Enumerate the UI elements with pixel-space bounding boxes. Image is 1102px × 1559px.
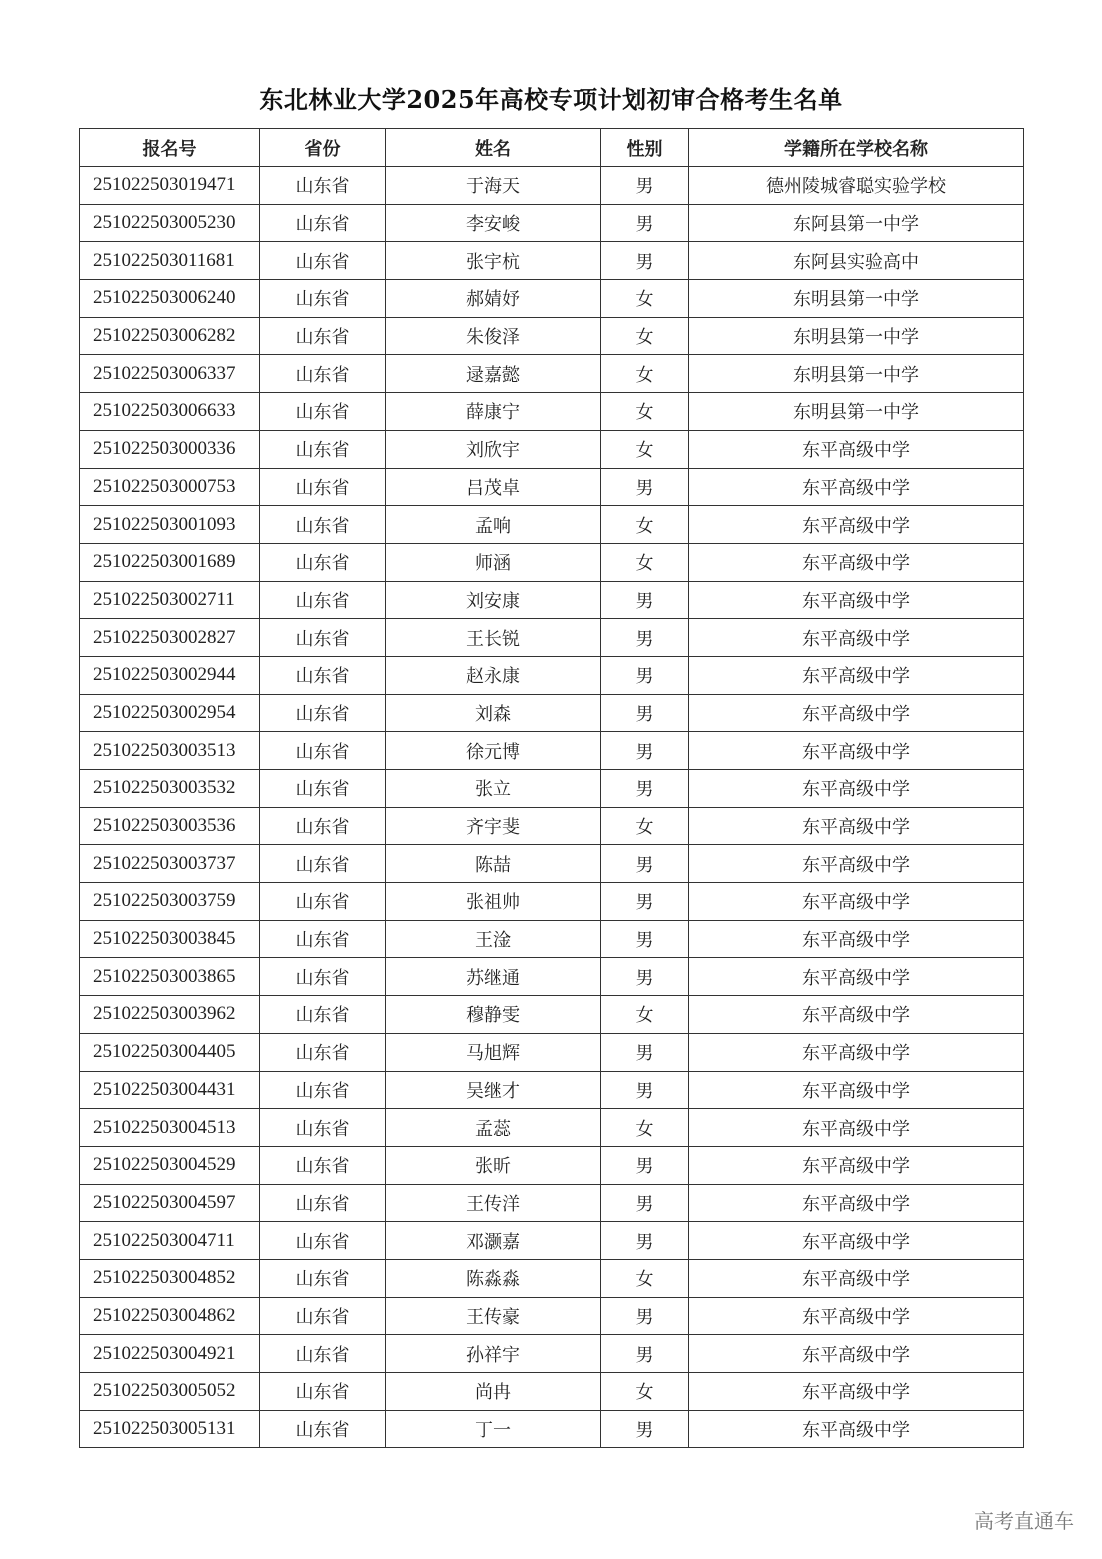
table-row xyxy=(80,1184,1024,1222)
table-row xyxy=(80,807,1024,845)
school-cell: 东平高级中学 xyxy=(689,581,1024,619)
school-cell: 东明县第一中学 xyxy=(689,317,1024,355)
gender-cell: 女 xyxy=(601,430,689,468)
table-row xyxy=(80,204,1024,242)
table-row xyxy=(80,242,1024,280)
table-row xyxy=(80,167,1024,205)
table-row xyxy=(80,1033,1024,1071)
name-cell: 尚冉 xyxy=(386,1373,601,1411)
gender-cell: 男 xyxy=(601,694,689,732)
province-cell: 山东省 xyxy=(260,883,386,921)
name-cell: 孟响 xyxy=(386,506,601,544)
registration-number-cell: 251022503003532 xyxy=(80,770,260,808)
gender-cell: 男 xyxy=(601,1033,689,1071)
document-title: 东北林业大学2025年高校专项计划初审合格考生名单 xyxy=(259,85,843,114)
school-cell: 东平高级中学 xyxy=(689,1071,1024,1109)
registration-number-cell: 251022503001689 xyxy=(80,543,260,581)
school-cell: 东平高级中学 xyxy=(689,543,1024,581)
gender-cell: 男 xyxy=(601,1335,689,1373)
province-cell: 山东省 xyxy=(260,619,386,657)
school-cell: 东明县第一中学 xyxy=(689,393,1024,431)
gender-cell: 男 xyxy=(601,1184,689,1222)
name-cell: 赵永康 xyxy=(386,656,601,694)
province-cell: 山东省 xyxy=(260,430,386,468)
province-cell: 山东省 xyxy=(260,1222,386,1260)
province-cell: 山东省 xyxy=(260,1146,386,1184)
registration-number-cell: 251022503004405 xyxy=(80,1033,260,1071)
gender-cell: 女 xyxy=(601,355,689,393)
gender-cell: 男 xyxy=(601,958,689,996)
registration-number-cell: 251022503005052 xyxy=(80,1373,260,1411)
province-cell: 山东省 xyxy=(260,656,386,694)
registration-number-cell: 251022503004852 xyxy=(80,1259,260,1297)
candidate-table xyxy=(79,128,1024,1448)
registration-number-cell: 251022503019471 xyxy=(80,167,260,205)
name-cell: 陈喆 xyxy=(386,845,601,883)
school-cell: 东明县第一中学 xyxy=(689,355,1024,393)
gender-cell: 女 xyxy=(601,1373,689,1411)
school-cell: 东平高级中学 xyxy=(689,619,1024,657)
gender-cell: 男 xyxy=(601,883,689,921)
table-row xyxy=(80,581,1024,619)
registration-number-cell: 251022503004711 xyxy=(80,1222,260,1260)
table-row xyxy=(80,317,1024,355)
province-cell: 山东省 xyxy=(260,1373,386,1411)
gender-cell: 女 xyxy=(601,506,689,544)
registration-number-cell: 251022503004597 xyxy=(80,1184,260,1222)
school-cell: 东平高级中学 xyxy=(689,1373,1024,1411)
province-cell: 山东省 xyxy=(260,732,386,770)
gender-cell: 女 xyxy=(601,393,689,431)
registration-number-cell: 251022503000753 xyxy=(80,468,260,506)
name-cell: 苏继通 xyxy=(386,958,601,996)
gender-cell: 男 xyxy=(601,656,689,694)
table-row xyxy=(80,1373,1024,1411)
school-cell: 东平高级中学 xyxy=(689,770,1024,808)
school-cell: 东平高级中学 xyxy=(689,1297,1024,1335)
table-row xyxy=(80,1259,1024,1297)
table-row xyxy=(80,732,1024,770)
registration-number-cell: 251022503004529 xyxy=(80,1146,260,1184)
registration-number-cell: 251022503006337 xyxy=(80,355,260,393)
registration-number-cell: 251022503003865 xyxy=(80,958,260,996)
table-row xyxy=(80,1071,1024,1109)
table-header-row xyxy=(80,129,1024,167)
registration-number-cell: 251022503004513 xyxy=(80,1109,260,1147)
gender-cell: 男 xyxy=(601,770,689,808)
registration-number-cell: 251022503003759 xyxy=(80,883,260,921)
province-cell: 山东省 xyxy=(260,770,386,808)
gender-cell: 男 xyxy=(601,204,689,242)
school-cell: 东平高级中学 xyxy=(689,807,1024,845)
name-cell: 徐元博 xyxy=(386,732,601,770)
gender-cell: 男 xyxy=(601,1297,689,1335)
province-cell: 山东省 xyxy=(260,204,386,242)
name-cell: 张立 xyxy=(386,770,601,808)
province-cell: 山东省 xyxy=(260,1259,386,1297)
table-row xyxy=(80,958,1024,996)
header-registration-number: 报名号 xyxy=(80,129,260,167)
header-province: 省份 xyxy=(260,129,386,167)
gender-cell: 女 xyxy=(601,1259,689,1297)
province-cell: 山东省 xyxy=(260,1297,386,1335)
name-cell: 吴继才 xyxy=(386,1071,601,1109)
table-row xyxy=(80,619,1024,657)
name-cell: 王淦 xyxy=(386,920,601,958)
gender-cell: 男 xyxy=(601,732,689,770)
school-cell: 东平高级中学 xyxy=(689,1259,1024,1297)
school-cell: 东阿县实验高中 xyxy=(689,242,1024,280)
name-cell: 刘欣宇 xyxy=(386,430,601,468)
school-cell: 东平高级中学 xyxy=(689,1222,1024,1260)
gender-cell: 女 xyxy=(601,996,689,1034)
school-cell: 东平高级中学 xyxy=(689,1109,1024,1147)
watermark: 高考直通车 xyxy=(974,1509,1074,1533)
table-row xyxy=(80,506,1024,544)
province-cell: 山东省 xyxy=(260,845,386,883)
gender-cell: 男 xyxy=(601,1146,689,1184)
table-row xyxy=(80,468,1024,506)
province-cell: 山东省 xyxy=(260,1071,386,1109)
registration-number-cell: 251022503003962 xyxy=(80,996,260,1034)
province-cell: 山东省 xyxy=(260,1184,386,1222)
registration-number-cell: 251022503002944 xyxy=(80,656,260,694)
registration-number-cell: 251022503006633 xyxy=(80,393,260,431)
registration-number-cell: 251022503002954 xyxy=(80,694,260,732)
gender-cell: 男 xyxy=(601,242,689,280)
table-row xyxy=(80,355,1024,393)
name-cell: 郝婧妤 xyxy=(386,280,601,318)
province-cell: 山东省 xyxy=(260,242,386,280)
table-body xyxy=(80,167,1024,1448)
gender-cell: 男 xyxy=(601,845,689,883)
province-cell: 山东省 xyxy=(260,996,386,1034)
registration-number-cell: 251022503001093 xyxy=(80,506,260,544)
table-row xyxy=(80,280,1024,318)
school-cell: 东平高级中学 xyxy=(689,996,1024,1034)
name-cell: 邓灏嘉 xyxy=(386,1222,601,1260)
name-cell: 薛康宁 xyxy=(386,393,601,431)
registration-number-cell: 251022503006282 xyxy=(80,317,260,355)
table-row xyxy=(80,1297,1024,1335)
province-cell: 山东省 xyxy=(260,355,386,393)
header-name: 姓名 xyxy=(386,129,601,167)
name-cell: 师涵 xyxy=(386,543,601,581)
table-row xyxy=(80,656,1024,694)
name-cell: 逯嘉懿 xyxy=(386,355,601,393)
table-row xyxy=(80,543,1024,581)
registration-number-cell: 251022503003536 xyxy=(80,807,260,845)
school-cell: 东平高级中学 xyxy=(689,1335,1024,1373)
registration-number-cell: 251022503005230 xyxy=(80,204,260,242)
school-cell: 东平高级中学 xyxy=(689,1146,1024,1184)
header-gender: 性别 xyxy=(601,129,689,167)
gender-cell: 男 xyxy=(601,167,689,205)
registration-number-cell: 251022503002827 xyxy=(80,619,260,657)
table-row xyxy=(80,1222,1024,1260)
registration-number-cell: 251022503005131 xyxy=(80,1410,260,1448)
gender-cell: 女 xyxy=(601,543,689,581)
gender-cell: 男 xyxy=(601,619,689,657)
school-cell: 东平高级中学 xyxy=(689,1033,1024,1071)
school-cell: 德州陵城睿聪实验学校 xyxy=(689,167,1024,205)
table-row xyxy=(80,393,1024,431)
province-cell: 山东省 xyxy=(260,581,386,619)
school-cell: 东平高级中学 xyxy=(689,656,1024,694)
name-cell: 刘安康 xyxy=(386,581,601,619)
province-cell: 山东省 xyxy=(260,468,386,506)
school-cell: 东平高级中学 xyxy=(689,1184,1024,1222)
name-cell: 于海天 xyxy=(386,167,601,205)
registration-number-cell: 251022503003845 xyxy=(80,920,260,958)
header-school: 学籍所在学校名称 xyxy=(689,129,1024,167)
name-cell: 穆静雯 xyxy=(386,996,601,1034)
table-row xyxy=(80,883,1024,921)
gender-cell: 男 xyxy=(601,468,689,506)
table-row xyxy=(80,694,1024,732)
gender-cell: 男 xyxy=(601,1071,689,1109)
name-cell: 王长锐 xyxy=(386,619,601,657)
name-cell: 张昕 xyxy=(386,1146,601,1184)
table-row xyxy=(80,430,1024,468)
registration-number-cell: 251022503004862 xyxy=(80,1297,260,1335)
province-cell: 山东省 xyxy=(260,807,386,845)
table-row xyxy=(80,1335,1024,1373)
province-cell: 山东省 xyxy=(260,543,386,581)
gender-cell: 男 xyxy=(601,920,689,958)
registration-number-cell: 251022503000336 xyxy=(80,430,260,468)
province-cell: 山东省 xyxy=(260,1335,386,1373)
school-cell: 东平高级中学 xyxy=(689,468,1024,506)
registration-number-cell: 251022503004921 xyxy=(80,1335,260,1373)
province-cell: 山东省 xyxy=(260,1109,386,1147)
province-cell: 山东省 xyxy=(260,958,386,996)
province-cell: 山东省 xyxy=(260,694,386,732)
gender-cell: 男 xyxy=(601,581,689,619)
school-cell: 东平高级中学 xyxy=(689,506,1024,544)
province-cell: 山东省 xyxy=(260,506,386,544)
gender-cell: 男 xyxy=(601,1222,689,1260)
gender-cell: 女 xyxy=(601,317,689,355)
gender-cell: 女 xyxy=(601,1109,689,1147)
school-cell: 东平高级中学 xyxy=(689,732,1024,770)
table-row xyxy=(80,845,1024,883)
name-cell: 朱俊泽 xyxy=(386,317,601,355)
table-row xyxy=(80,770,1024,808)
name-cell: 张宇杭 xyxy=(386,242,601,280)
school-cell: 东平高级中学 xyxy=(689,845,1024,883)
name-cell: 陈淼淼 xyxy=(386,1259,601,1297)
province-cell: 山东省 xyxy=(260,280,386,318)
province-cell: 山东省 xyxy=(260,1033,386,1071)
name-cell: 王传豪 xyxy=(386,1297,601,1335)
table-row xyxy=(80,996,1024,1034)
school-cell: 东平高级中学 xyxy=(689,958,1024,996)
school-cell: 东平高级中学 xyxy=(689,694,1024,732)
registration-number-cell: 251022503011681 xyxy=(80,242,260,280)
registration-number-cell: 251022503006240 xyxy=(80,280,260,318)
table-row xyxy=(80,1410,1024,1448)
province-cell: 山东省 xyxy=(260,920,386,958)
school-cell: 东平高级中学 xyxy=(689,430,1024,468)
name-cell: 孟蕊 xyxy=(386,1109,601,1147)
school-cell: 东平高级中学 xyxy=(689,1410,1024,1448)
name-cell: 马旭辉 xyxy=(386,1033,601,1071)
name-cell: 刘森 xyxy=(386,694,601,732)
registration-number-cell: 251022503003737 xyxy=(80,845,260,883)
name-cell: 孙祥宇 xyxy=(386,1335,601,1373)
province-cell: 山东省 xyxy=(260,393,386,431)
registration-number-cell: 251022503004431 xyxy=(80,1071,260,1109)
registration-number-cell: 251022503003513 xyxy=(80,732,260,770)
name-cell: 吕茂卓 xyxy=(386,468,601,506)
name-cell: 丁一 xyxy=(386,1410,601,1448)
table-row xyxy=(80,1109,1024,1147)
registration-number-cell: 251022503002711 xyxy=(80,581,260,619)
school-cell: 东平高级中学 xyxy=(689,920,1024,958)
gender-cell: 男 xyxy=(601,1410,689,1448)
school-cell: 东阿县第一中学 xyxy=(689,204,1024,242)
name-cell: 王传洋 xyxy=(386,1184,601,1222)
name-cell: 张祖帅 xyxy=(386,883,601,921)
gender-cell: 女 xyxy=(601,280,689,318)
gender-cell: 女 xyxy=(601,807,689,845)
table-row xyxy=(80,920,1024,958)
name-cell: 齐宇斐 xyxy=(386,807,601,845)
school-cell: 东平高级中学 xyxy=(689,883,1024,921)
name-cell: 李安峻 xyxy=(386,204,601,242)
table-row xyxy=(80,1146,1024,1184)
school-cell: 东明县第一中学 xyxy=(689,280,1024,318)
province-cell: 山东省 xyxy=(260,167,386,205)
province-cell: 山东省 xyxy=(260,317,386,355)
province-cell: 山东省 xyxy=(260,1410,386,1448)
